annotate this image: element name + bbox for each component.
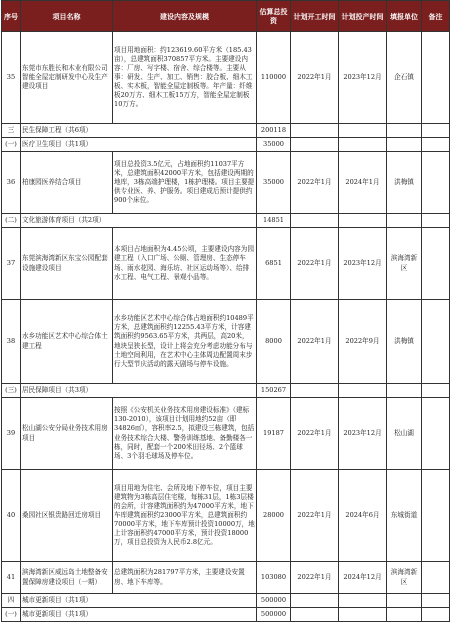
cell-seq: 41: [2, 562, 21, 594]
cell-content: 本项目占地面积为4.45公顷，主要建设内容为园建工程（入口广场、公厕、管理房、生态停车场、雨水花园、海乐坊、社区运动场等）、给排水工程、电气工程、景观小品等。: [113, 228, 257, 300]
cell-seq: (一): [2, 138, 21, 152]
cell-note: [422, 300, 450, 384]
cell-end: 2024年6月: [339, 470, 387, 562]
cell-seq: 35: [2, 32, 21, 124]
cell-start: 2022年1月: [291, 152, 339, 214]
header-start: 计划开工时间: [291, 1, 339, 32]
table-row: [2, 152, 450, 214]
header-note: 备注: [422, 1, 450, 32]
section-row: [2, 594, 450, 608]
section-title: 文化旅游体育项目（共2项）: [21, 214, 257, 228]
cell-note: [422, 228, 450, 300]
cell-name: 东莞滨海湾新区东宝公园配套设施建设项目: [21, 228, 113, 300]
cell-seq: (一): [2, 608, 21, 622]
cell-seq: 三: [2, 124, 21, 138]
cell-unit: 滨海湾新区: [387, 562, 422, 594]
cell-unit: 滨海湾新区: [387, 228, 422, 300]
section-title: 民生保障工程（共6项）: [21, 124, 257, 138]
cell-note: [422, 152, 450, 214]
section-title: 城市更新项目（共1项）: [21, 594, 257, 608]
cell-content: 按照《公安机关业务技术用房建设标准》（建标130-2010），该项目计划用地约52亩（即34826㎡），容积率2.5，拟建设三栋建筑，包括业务技术综合大楼、警务训练基地、备勤楼各一栋，同时，配套一个200米田径场、2个篮球场、3个羽毛球场及停车位。: [113, 398, 257, 470]
cell-seq: 36: [2, 152, 21, 214]
cell-end: 2022年9月: [339, 300, 387, 384]
cell-unit: 洪梅镇: [387, 300, 422, 384]
cell-note: [422, 470, 450, 562]
cell-seq: 37: [2, 228, 21, 300]
cell-unit: 洪梅镇: [387, 152, 422, 214]
cell-end: 2023年12月: [339, 398, 387, 470]
cell-seq: 四: [2, 594, 21, 608]
cell-name: 滨海湾新区威远岛土地整备安置保障房建设项目（一期）: [21, 562, 113, 594]
cell-unit: 东城街道: [387, 470, 422, 562]
cell-invest: 14851: [257, 214, 291, 228]
cell-invest: 19187: [257, 398, 291, 470]
cell-content: 水乡功能区艺术中心综合体占地面积约10489平方米，总建筑面积约12255.43平方米，计容建筑面积约9563.65平方米，共两层，高20米，地块呈狭长型，设计上将会充分考虑功能分布与土地空间利用，在艺术中心主体周边配置周末步行大型节庆活动的露天剧场与停车设施。: [113, 300, 257, 384]
cell-content: 项目用地面积：约123619.60平方米（185.43亩），总建筑面积370857平方米。主要建设内容：厂房、写字楼、宿舍、综合楼等。主要从事：研发、生产、加工、销售：胶合板、细木工板、实木板，智能全屋定制板等。年产量：纤维板20万方、细木工板15万方，智能全屋定制板10万方。: [113, 32, 257, 124]
header-end: 计划投产时间: [339, 1, 387, 32]
cell-content: 项目总投资3.5亿元，占地面积约11037平方米，总建筑面积42000平方米，包括建设两期的地库，3栋高端护理楼，1栋护理楼。项目主要提供专业医、养、护服务。项目建成后预计提供约900个床位。: [113, 152, 257, 214]
section-row: [2, 608, 450, 622]
section-row: [2, 138, 450, 152]
cell-invest: 28000: [257, 470, 291, 562]
section-title: 城市更新项目（共1项）: [21, 608, 257, 622]
table-row: [2, 470, 450, 562]
project-table: [1, 0, 450, 622]
cell-seq: (三): [2, 384, 21, 398]
table-row: [2, 300, 450, 384]
cell-invest: 500000: [257, 608, 291, 622]
cell-start: 2022年1月: [291, 32, 339, 124]
table-row: [2, 32, 450, 124]
cell-seq: 39: [2, 398, 21, 470]
section-title: 居民保障项目（共3项）: [21, 384, 257, 398]
cell-invest: 110000: [257, 32, 291, 124]
cell-invest: 35000: [257, 138, 291, 152]
cell-invest: 6851: [257, 228, 291, 300]
section-title: 医疗卫生项目（共1项）: [21, 138, 257, 152]
header-content: 建设内容及规模: [113, 1, 257, 32]
cell-unit: 松山湖: [387, 398, 422, 470]
cell-note: [422, 32, 450, 124]
table-row: [2, 398, 450, 470]
cell-start: 2022年1月: [291, 300, 339, 384]
cell-end: 2023年12月: [339, 32, 387, 124]
cell-content: 项目用地为住宅、会所及地下停车位，项目主要建筑物为3栋高层住宅楼，每栋31层，1栋3层楼的会所，计容建筑面积约为47000平方米，地下车库建筑面积约23000平方米，总建筑面积约70000平方米，地下车库预计投资10000万，地上计容面积约47000平方米，预计投资18000万，项目总投资为人民币2.8亿元。: [113, 470, 257, 562]
cell-invest: 8000: [257, 300, 291, 384]
section-row: [2, 384, 450, 398]
cell-start: 2022年1月: [291, 398, 339, 470]
cell-note: [422, 398, 450, 470]
cell-start: 2022年1月: [291, 470, 339, 562]
cell-invest: 103080: [257, 562, 291, 594]
cell-seq: 40: [2, 470, 21, 562]
cell-name: 柏康园医养结合项目: [21, 152, 113, 214]
cell-invest: 150267: [257, 384, 291, 398]
header-seq: 序号: [2, 1, 21, 32]
cell-unit: 企石镇: [387, 32, 422, 124]
cell-invest: 200118: [257, 124, 291, 138]
section-row: [2, 214, 450, 228]
cell-name: 水乡功能区艺术中心综合体土建工程: [21, 300, 113, 384]
header-unit: 填报单位: [387, 1, 422, 32]
cell-invest: 35000: [257, 152, 291, 214]
cell-end: 2024年12月: [339, 562, 387, 594]
cell-seq: (二): [2, 214, 21, 228]
cell-note: [422, 562, 450, 594]
table-row: [2, 562, 450, 594]
header-name: 项目名称: [21, 1, 113, 32]
cell-name: 松山湖公安分局业务技术用房项目: [21, 398, 113, 470]
table-header-row: [2, 1, 450, 32]
cell-end: 2023年12月: [339, 228, 387, 300]
cell-start: 2022年1月: [291, 228, 339, 300]
cell-start: 2022年1月: [291, 562, 339, 594]
cell-name: 桑园社区银贵路回迁房项目: [21, 470, 113, 562]
cell-seq: 38: [2, 300, 21, 384]
cell-name: 东莞市东胜长和木业有限公司智能全屋定制研发中心及生产建设项目: [21, 32, 113, 124]
section-row: [2, 124, 450, 138]
cell-end: 2024年1月: [339, 152, 387, 214]
header-invest: 估算总投资: [257, 1, 291, 32]
cell-content: 总建筑面积为281797平方米，主要建设安置房、地下车库等。: [113, 562, 257, 594]
table-row: [2, 228, 450, 300]
cell-invest: 500000: [257, 594, 291, 608]
